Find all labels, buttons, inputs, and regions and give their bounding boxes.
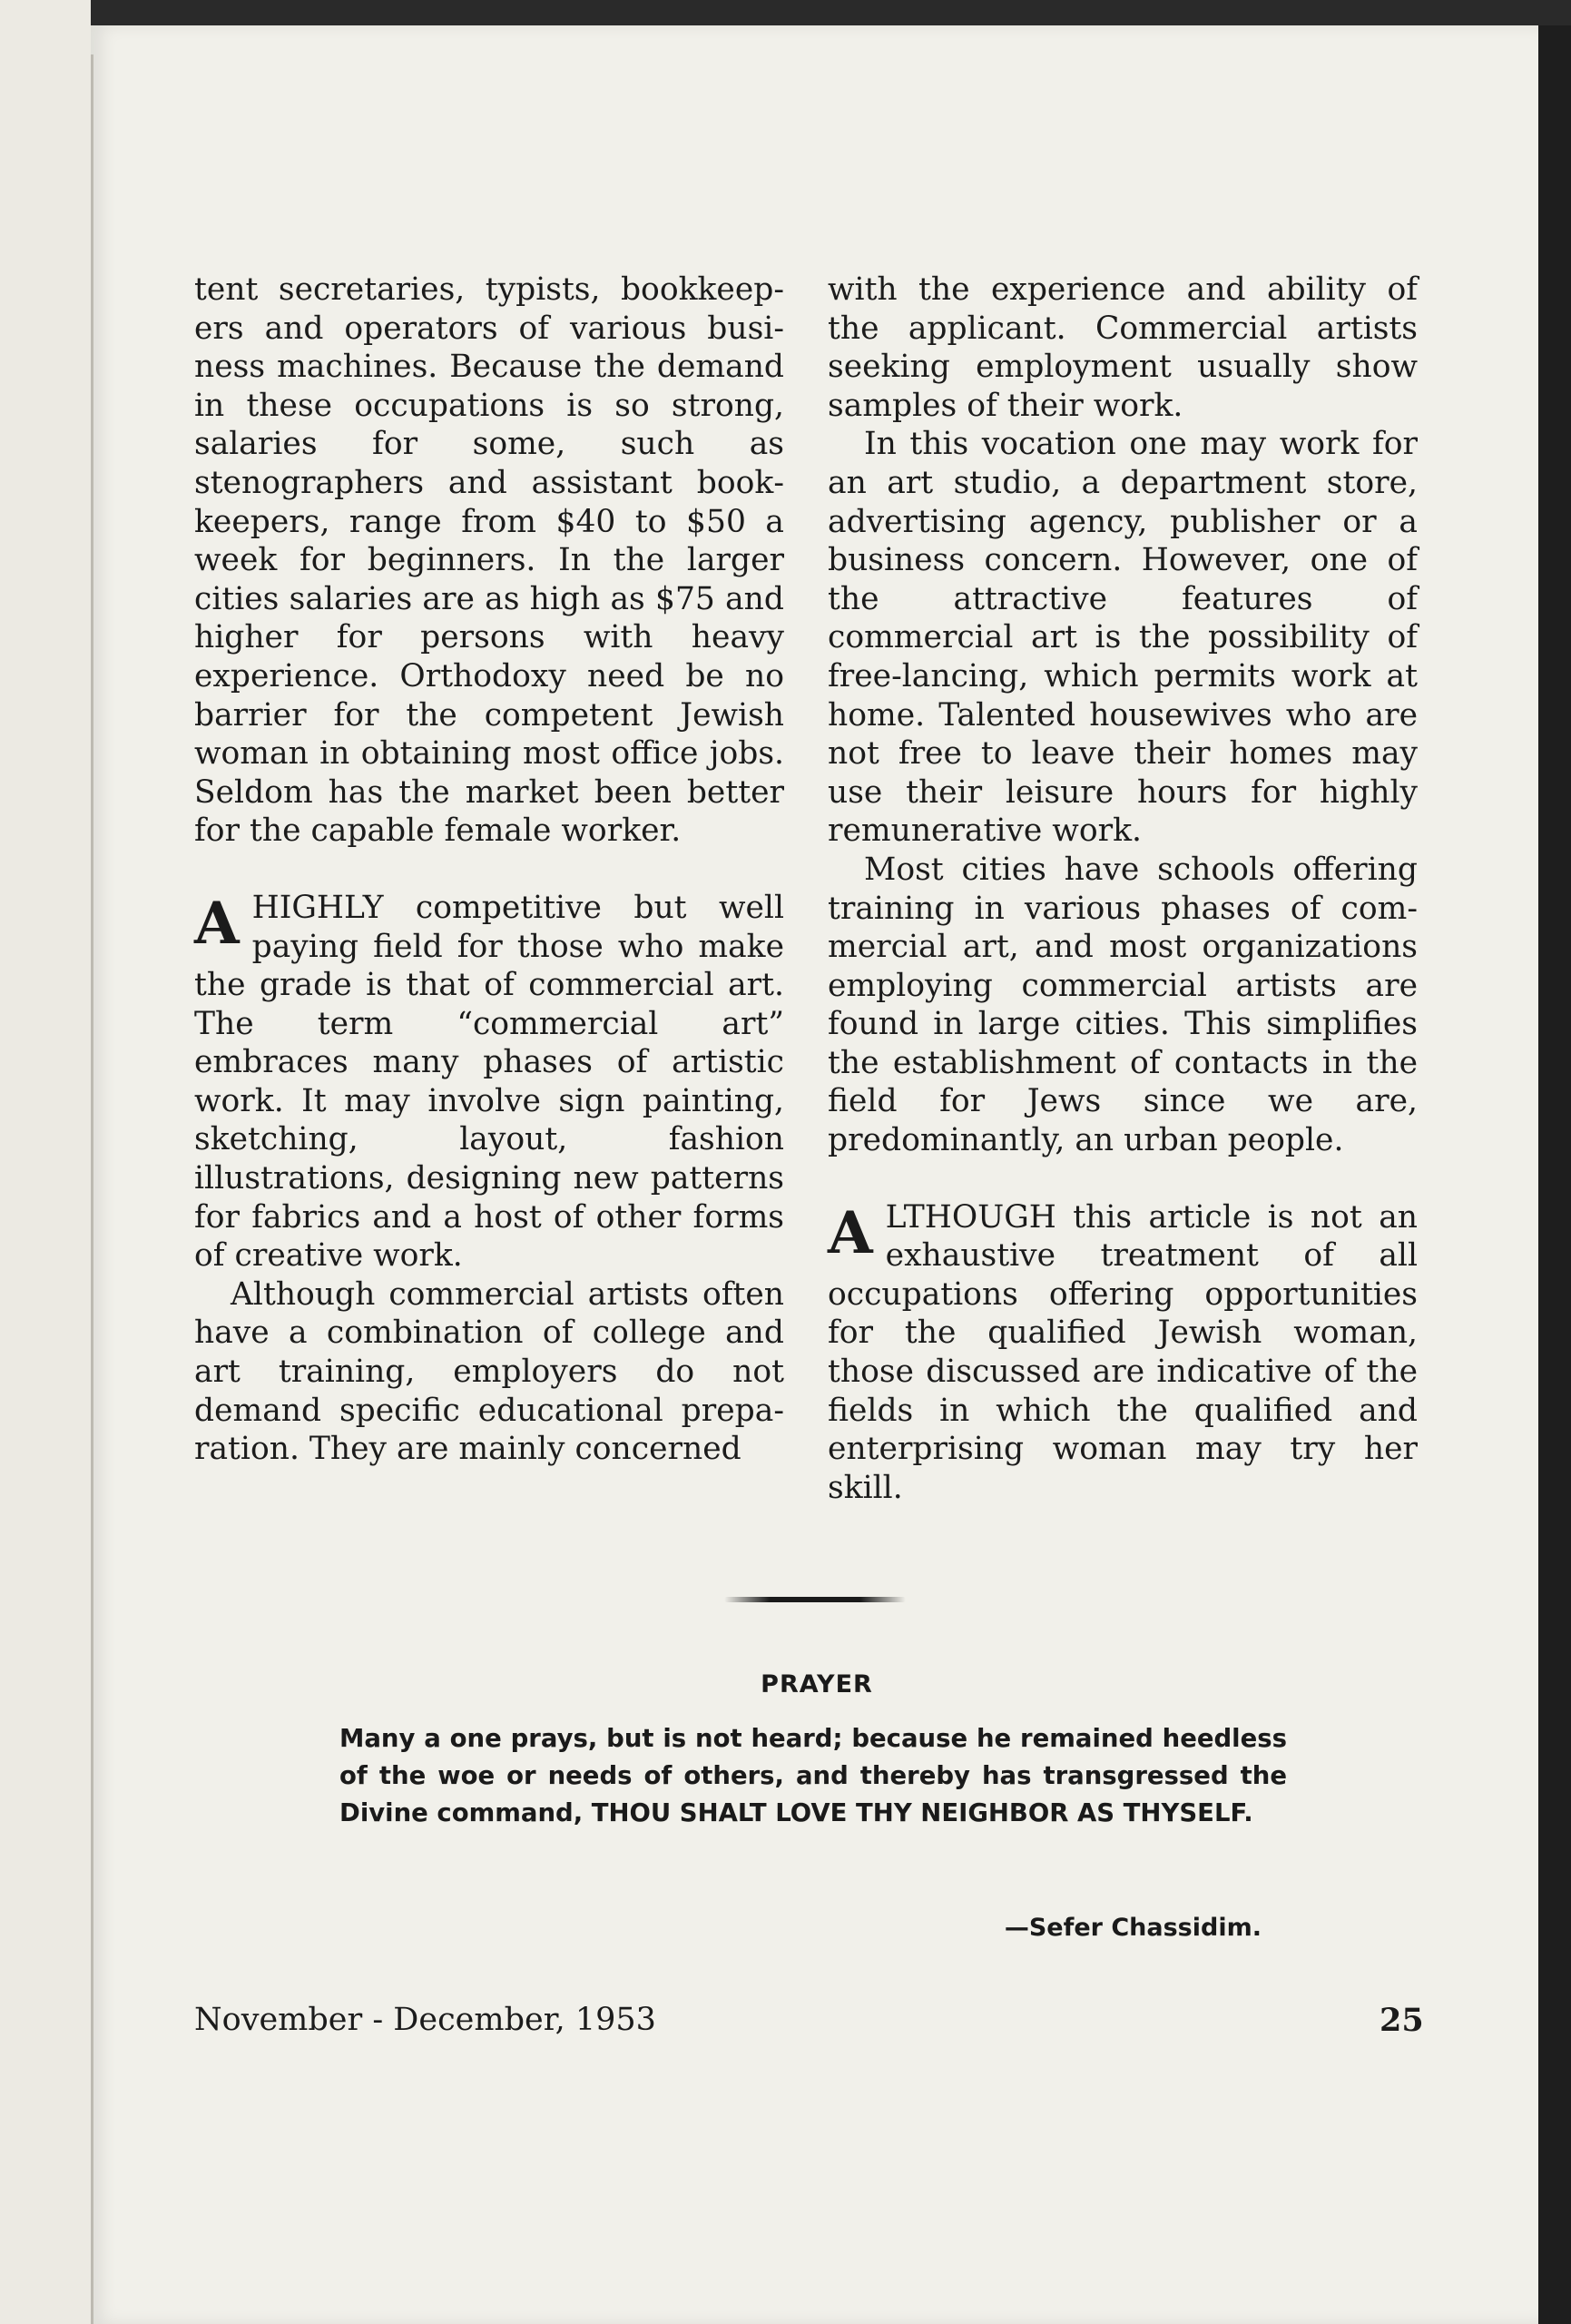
right-column [828,271,1418,1507]
drop-cap: A [194,889,240,958]
paragraph: tent secretaries, typists, bookkeepers and operators of various business machines. Because the demand in these occupations is so strong, salaries for some, such as stenographers and assistant bookkeepers, range from $40 to $50 a week for beginners. In the larger cities salaries are as high as $75 and higher for persons with heavy experience. Orthodoxy need be no barrier for the competent Jewish woman in obtaining most office jobs. Seldom has the market been better for the capable female worker. [194,271,784,850]
section-divider [724,1597,906,1602]
prayer-title: PRAYER [761,1670,873,1699]
page-number: 25 [1380,2002,1424,2039]
page-edge-shadow [1538,25,1571,2324]
paragraph-text: LTHOUGH this article is not an exhaustive treatment of all occupations offering opportunities for the qualified Jewish woman, those discussed are indicative of the fields in which the qualified and enterprising woman may try her skill. [828,1198,1418,1506]
book-gutter [0,0,91,2324]
drop-cap: A [828,1198,873,1267]
left-column [194,271,784,1469]
prayer-source: —Sefer Chassidim. [1004,1914,1262,1942]
paragraph: In this vocation one may work for an art studio, a department store, advertising agency, publisher or a business concern. However, one of the attractive features of commercial art is the possibility of free-lancing, which permits work at home. Talented housewives who are not free to leave their homes may use their leisure hours for highly remunerative work. [828,426,1418,850]
paragraph: Although commercial artists often have a combination of college and art training, employers do not demand specific educational preparation. They are mainly concerned [194,1275,784,1468]
binding-line [91,54,93,2324]
paragraph: Most cities have schools offering training in various phases of commercial art, and most organizations employing commercial artists are found in large cities. This simplifies the establishment of contacts in the field for Jews since we are, predominantly, an urban people. [828,851,1418,1159]
prayer-body: Many a one prays, but is not heard; because he remained heedless of the woe or needs of others, and thereby has transgressed the Divine command, THOU SHALT LOVE THY NEIGHBOR AS THYSELF. [339,1724,1287,1827]
paragraph-dropcap [828,1198,1418,1508]
footer-date: November - December, 1953 [194,2002,656,2038]
paragraph-text: HIGHLY competitive but well paying field for those who make the grade is that of commercial art. The term “commercial art” embraces many phases of artistic work. It may involve sign painting, sketching, layout, fashion illustrations, designing new patterns for fabrics and a host of other forms of creative work. [194,889,784,1275]
paragraph: with the experience and ability of the applicant. Commercial artists seeking employment usually show samples of their work. [828,271,1418,424]
paragraph-dropcap [194,889,784,1275]
